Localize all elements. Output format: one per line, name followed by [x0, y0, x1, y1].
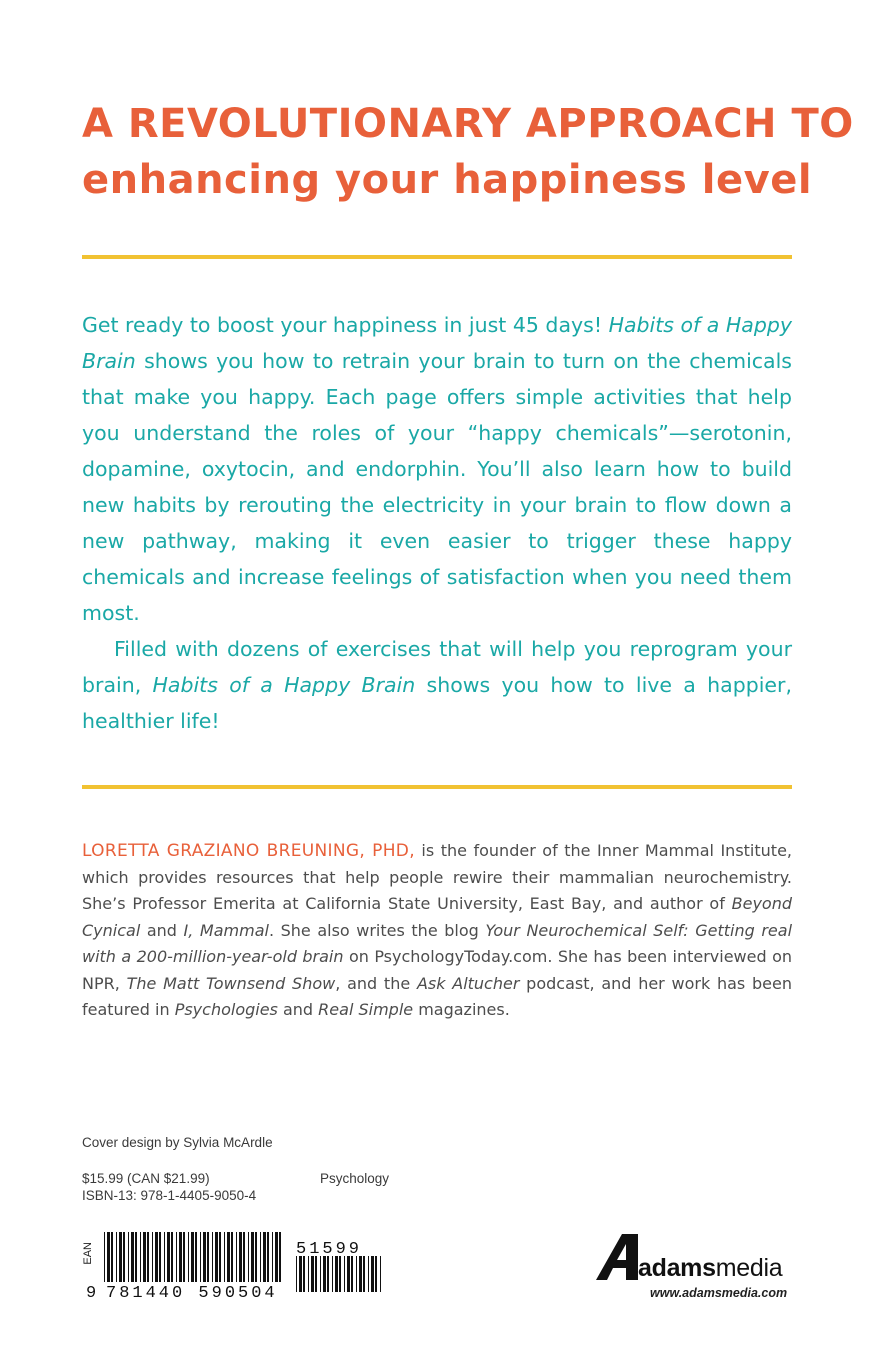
- magazine-title: Real Simple: [318, 1000, 414, 1019]
- show-title: The Matt Townsend Show: [126, 973, 336, 993]
- headline-line-2: enhancing your happiness level: [82, 157, 813, 203]
- barcode-bar: [231, 1232, 233, 1282]
- barcode-bar: [167, 1232, 170, 1282]
- barcode-bar: [183, 1232, 185, 1282]
- barcode-bar: [263, 1232, 266, 1282]
- price-barcode-bars: [296, 1256, 381, 1292]
- barcode-bar: [303, 1256, 305, 1292]
- barcode-bar: [171, 1232, 173, 1282]
- text-span: on PsychologyToday.com. She has been interviewed on NPR,: [82, 947, 793, 993]
- author-name: LORETTA GRAZIANO BREUNING, PHD,: [82, 841, 415, 861]
- barcode-bar: [359, 1256, 362, 1292]
- text-span: is the founder of the Inner Mammal Institute, which provides resources that help people rewire their mammalian neurochemistry. She’s Professor Emerita at California State University, East Bay, and author of: [82, 841, 792, 913]
- text-span: and: [277, 1000, 319, 1019]
- podcast-title: Ask Altucher: [416, 973, 520, 993]
- book-title: Habits of a Happy Brain: [152, 673, 416, 697]
- isbn: ISBN-13: 978-1-4405-9050-4: [82, 1188, 257, 1203]
- barcode-number: 781440 590504: [106, 1284, 278, 1303]
- barcode-bar: [375, 1256, 377, 1292]
- barcode-bar: [243, 1232, 245, 1282]
- barcode-bar: [299, 1256, 302, 1292]
- price: $15.99 (CAN $21.99): [82, 1171, 210, 1186]
- description-paragraph-1: [82, 307, 792, 631]
- text-span: Filled with dozens of exercises that will help you reprogram your brain,: [82, 637, 792, 697]
- magazine-title: Psychologies: [174, 1000, 278, 1019]
- barcode-first-digit: 9: [86, 1284, 100, 1303]
- barcode-bar: [371, 1256, 374, 1292]
- barcode-bar: [107, 1232, 110, 1282]
- barcode-bar: [332, 1256, 333, 1292]
- category: Psychology: [320, 1171, 390, 1186]
- headline: [82, 96, 854, 208]
- barcode-bar: [207, 1232, 209, 1282]
- barcode-bar: [296, 1256, 297, 1292]
- barcode-bar: [104, 1232, 105, 1282]
- barcode-bar: [339, 1256, 341, 1292]
- barcode-bar: [147, 1232, 149, 1282]
- barcode-bar: [128, 1232, 129, 1282]
- text-span: and: [140, 920, 184, 940]
- price-barcode-digits: 51599: [296, 1240, 363, 1259]
- barcode-bar: [351, 1256, 353, 1292]
- barcode-bar: [260, 1232, 261, 1282]
- isbn-barcode-bars: [104, 1232, 281, 1282]
- barcode-bar: [140, 1232, 141, 1282]
- barcode-bar: [251, 1232, 254, 1282]
- barcode-bar: [363, 1256, 365, 1292]
- barcode-bar: [227, 1232, 230, 1282]
- barcode-bar: [179, 1232, 182, 1282]
- text-span: shows you how to retrain your brain to turn on the chemicals that make you happy. Each page offers simple activities that help you understand the roles of your “happy chemicals”—serotonin, dopamine, oxytocin, and endorphin. You’ll also learn how to build new habits by rerouting the electricity in your brain to flow down a new pathway, making it even easier to trigger these happy chemicals and increase feelings of satisfaction when you need them most.: [82, 349, 792, 625]
- logo-word-bold: adams: [638, 1254, 716, 1282]
- barcode-bar: [236, 1232, 237, 1282]
- divider-middle: [82, 785, 792, 789]
- barcode-bar: [308, 1256, 309, 1292]
- barcode-bar: [344, 1256, 345, 1292]
- barcode-bar: [327, 1256, 329, 1292]
- barcode-bar: [203, 1232, 206, 1282]
- barcode-bar: [119, 1232, 122, 1282]
- author-bio: [82, 838, 792, 1024]
- barcode-bar: [159, 1232, 161, 1282]
- barcode-bar: [111, 1232, 113, 1282]
- barcode-bar: [320, 1256, 321, 1292]
- barcode-bar: [380, 1256, 381, 1292]
- barcode-bar: [347, 1256, 350, 1292]
- divider-top: [82, 255, 792, 259]
- logo-a-mark: [596, 1234, 638, 1280]
- barcode-bar: [164, 1232, 165, 1282]
- barcode-bar: [356, 1256, 357, 1292]
- barcode-bar: [212, 1232, 213, 1282]
- barcode-bar: [219, 1232, 221, 1282]
- barcode-bar: [275, 1232, 278, 1282]
- text-span: shows you how to live a happier, healthier life!: [82, 673, 792, 733]
- barcode-bar: [311, 1256, 314, 1292]
- barcode-bar: [188, 1232, 189, 1282]
- text-span: magazines.: [413, 1000, 510, 1019]
- barcode-bar: [191, 1232, 194, 1282]
- logo-word-light: media: [715, 1254, 783, 1282]
- text-span: , and the: [335, 973, 417, 993]
- book-title: I, Mammal: [183, 920, 269, 940]
- ean-label: EAN: [82, 1242, 94, 1265]
- barcode-bar: [255, 1232, 257, 1282]
- barcode-bar: [123, 1232, 125, 1282]
- cover-design-credit: Cover design by Sylvia McArdle: [82, 1135, 273, 1150]
- barcode-bar: [272, 1232, 273, 1282]
- barcode-bar: [155, 1232, 158, 1282]
- barcode-bar: [248, 1232, 249, 1282]
- barcode-bar: [135, 1232, 137, 1282]
- barcode-bar: [176, 1232, 177, 1282]
- barcode-bar: [152, 1232, 153, 1282]
- barcode-bar: [315, 1256, 317, 1292]
- barcode-bar: [215, 1232, 218, 1282]
- barcode-bar: [195, 1232, 197, 1282]
- headline-line-1: A REVOLUTIONARY APPROACH TO: [82, 101, 854, 147]
- barcode-digits: [86, 1284, 278, 1303]
- description-paragraph-2: [82, 631, 792, 739]
- text-span: Get ready to boost your happiness in just 45 days!: [82, 313, 609, 337]
- book-title: Beyond Cynical: [82, 894, 792, 940]
- barcode-bar: [368, 1256, 369, 1292]
- barcode-bar: [267, 1232, 269, 1282]
- logo-wordmark: [638, 1254, 782, 1283]
- barcode-bar: [143, 1232, 146, 1282]
- barcode-bar: [323, 1256, 326, 1292]
- barcode-bar: [224, 1232, 225, 1282]
- publisher-url: www.adamsmedia.com: [650, 1286, 788, 1300]
- barcode-bar: [200, 1232, 201, 1282]
- barcode-bar: [239, 1232, 242, 1282]
- barcode-bar: [116, 1232, 117, 1282]
- barcode-bar: [131, 1232, 134, 1282]
- blog-title: Your Neurochemical Self: Getting real with a 200-million-year-old brain: [82, 920, 793, 966]
- book-description: [82, 307, 792, 739]
- text-span: . She also writes the blog: [268, 920, 486, 940]
- barcode-bar: [279, 1232, 281, 1282]
- barcode-bar: [335, 1256, 338, 1292]
- text-span: podcast, and her work has been featured in: [82, 973, 793, 1019]
- book-title: Habits of a Happy Brain: [82, 313, 792, 373]
